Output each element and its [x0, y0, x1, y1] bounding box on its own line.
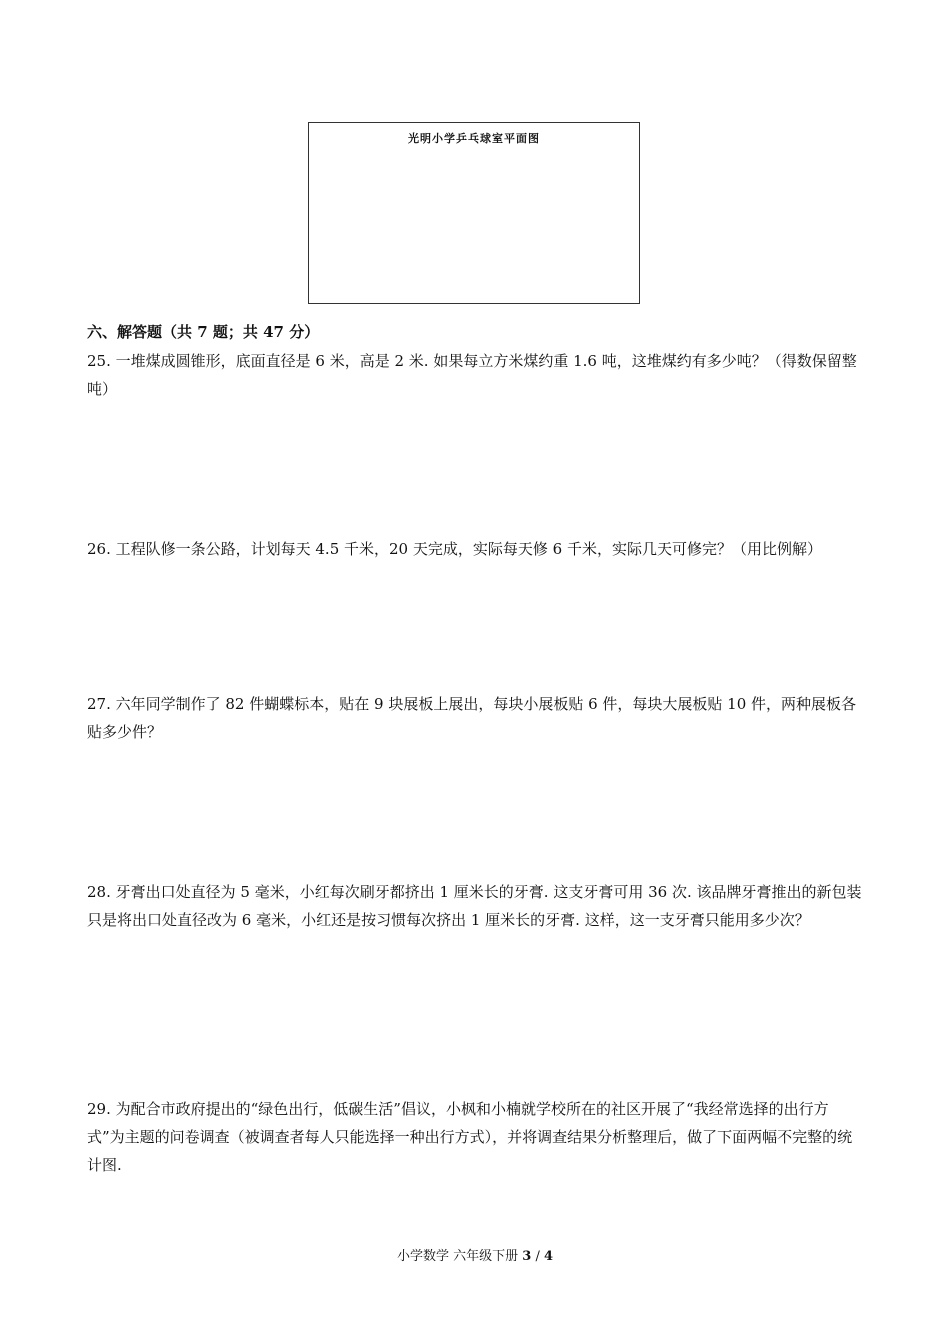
question-25: 25. 一堆煤成圆锥形，底面直径是 6 米，高是 2 米. 如果每立方米煤约重 1.6 吨，这堆煤约有多少吨？（得数保留整吨） [87, 352, 857, 398]
question-26: 26. 工程队修一条公路，计划每天 4.5 千米，20 天完成，实际每天修 6 千米，实际几天可修完？（用比例解） [87, 540, 822, 558]
footer-page-number: 3 [522, 1249, 532, 1264]
footer-page-total: 4 [543, 1249, 554, 1264]
floor-plan-figure [308, 122, 640, 304]
figure-title: 光明小学乒乓球室平面图 [408, 132, 540, 145]
section-heading: 六、解答题（共 7 题；共 47 分） [87, 323, 320, 341]
footer-separator: / [535, 1249, 540, 1264]
question-28: 28. 牙膏出口处直径为 5 毫米，小红每次刷牙都挤出 1 厘米长的牙膏. 这支牙膏可用 36 次. 该品牌牙膏推出的新包装只是将出口处直径改为 6 毫米，小红还是按习惯每次挤出 1 厘米长的牙膏. 这样，这一支牙膏只能用多少次？ [87, 883, 862, 929]
page-footer [0, 1245, 950, 1264]
question-29: 29. 为配合市政府提出的“绿色出行，低碳生活”倡议，小枫和小楠就学校所在的社区开展了“我经常选择的出行方式”为主题的问卷调查（被调查者每人只能选择一种出行方式），并将调查结果分析整理后，做了下面两幅不完整的统计图. [87, 1100, 853, 1174]
footer-subject: 小学数学 六年级下册 [396, 1249, 519, 1264]
question-27: 27. 六年同学制作了 82 件蝴蝶标本，贴在 9 块展板上展出，每块小展板贴 6 件，每块大展板贴 10 件，两种展板各贴多少件？ [87, 695, 857, 741]
